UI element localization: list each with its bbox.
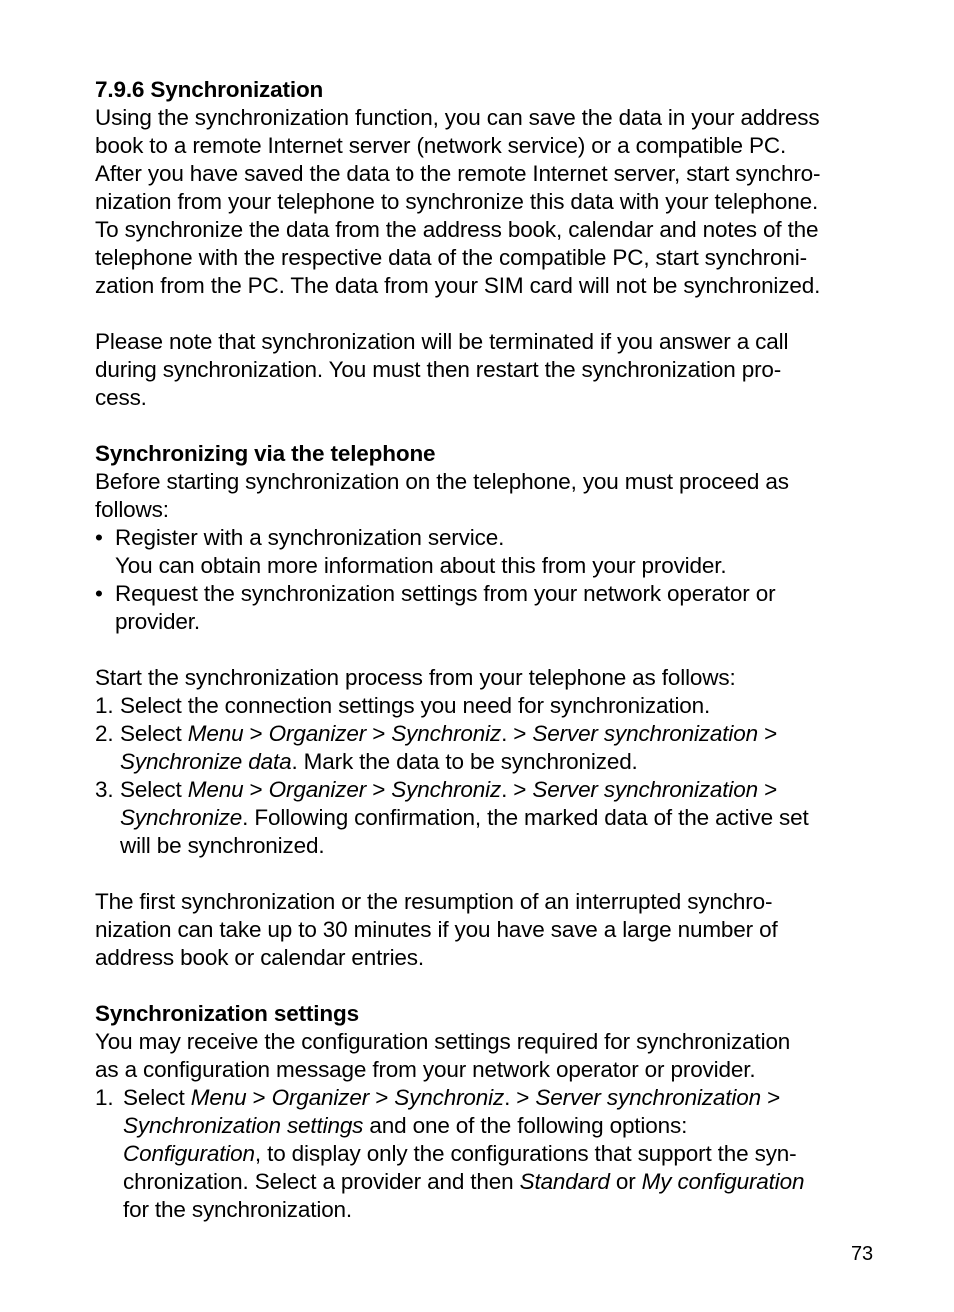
menu-path-item: Synchroniz — [391, 777, 502, 802]
step-text: Synchronization settings and one of the following options: — [123, 1113, 688, 1138]
step-text: Configuration, to display only the configurations that support the syn- — [123, 1141, 797, 1166]
numbered-step — [95, 692, 894, 720]
step-number: 2. — [95, 721, 114, 746]
menu-path-item: Menu — [187, 721, 244, 746]
section-title: 7.9.6 Synchronization — [95, 77, 324, 102]
text-line: during synchronization. You must then restart the synchronization pro- — [95, 357, 782, 382]
menu-path-item: Menu — [190, 1085, 247, 1110]
step-text: Select the connection settings you need for synchronization. — [120, 693, 711, 718]
text-line: You may receive the configuration settings required for synchronization — [95, 1029, 791, 1054]
spacer — [95, 636, 894, 664]
menu-path-item: Synchronize data — [120, 749, 292, 774]
note-paragraph — [95, 328, 894, 412]
text-line: cess. — [95, 385, 147, 410]
step-number: 3. — [95, 777, 114, 802]
intro-paragraph — [95, 104, 894, 300]
menu-path-item: Server synchronization — [535, 1085, 761, 1110]
bullet-text: Request the synchronization settings from your network operator or — [115, 581, 776, 606]
text-line: address book or calendar entries. — [95, 945, 424, 970]
menu-path-item: Synchroniz — [391, 721, 502, 746]
step-text: will be synchronized. — [120, 833, 325, 858]
bullet-item — [95, 524, 894, 580]
page-number: 73 — [851, 1243, 873, 1265]
text-line: book to a remote Internet server (network service) or a compatible PC. — [95, 133, 787, 158]
bullet-text: Register with a synchronization service. — [115, 525, 505, 550]
numbered-step — [95, 1084, 894, 1224]
text-line: nization can take up to 30 minutes if you have save a large number of — [95, 917, 778, 942]
menu-path-item: Organizer — [271, 1085, 370, 1110]
text-line: Start the synchronization process from your telephone as follows: — [95, 665, 736, 690]
text-line: follows: — [95, 497, 169, 522]
option-name: Standard — [519, 1169, 610, 1194]
step-number: 1. — [95, 1085, 114, 1110]
text-line: After you have saved the data to the remote Internet server, start synchro- — [95, 161, 821, 186]
text-line: zation from the PC. The data from your SIM card will not be synchronized. — [95, 273, 821, 298]
menu-path-item: Server synchronization — [532, 721, 758, 746]
bullet-item — [95, 580, 894, 636]
step-text: Synchronize data. Mark the data to be synchronized. — [120, 749, 638, 774]
menu-path-item: Synchroniz — [394, 1085, 505, 1110]
spacer — [95, 412, 894, 440]
text-line: The first synchronization or the resumption of an interrupted synchro- — [95, 889, 773, 914]
menu-path-item: Menu — [187, 777, 244, 802]
step-text: chronization. Select a provider and then Standard or My configuration — [123, 1169, 805, 1194]
step-text: Select Menu > Organizer > Synchroniz. > Server synchronization > — [120, 777, 778, 802]
spacer — [95, 860, 894, 888]
duration-paragraph — [95, 888, 894, 972]
text-line: telephone with the respective data of the compatible PC, start synchroni- — [95, 245, 807, 270]
step-text: Select Menu > Organizer > Synchroniz. > Server synchronization > — [123, 1085, 781, 1110]
text-line: as a configuration message from your network operator or provider. — [95, 1057, 756, 1082]
step-text: Select Menu > Organizer > Synchroniz. > Server synchronization > — [120, 721, 778, 746]
bullet-marker: • — [95, 581, 103, 606]
menu-path-item: Organizer — [268, 777, 367, 802]
numbered-step — [95, 776, 894, 860]
text-line: To synchronize the data from the address book, calendar and notes of the — [95, 217, 819, 242]
step-text: for the synchronization. — [123, 1197, 353, 1222]
spacer — [95, 972, 894, 1000]
option-name: My configuration — [641, 1169, 805, 1194]
option-name: Configuration — [123, 1141, 255, 1166]
text-line: Before starting synchronization on the telephone, you must proceed as — [95, 469, 789, 494]
text-line: nization from your telephone to synchronize this data with your telephone. — [95, 189, 819, 214]
menu-path-item: Organizer — [268, 721, 367, 746]
text-line: Please note that synchronization will be terminated if you answer a call — [95, 329, 789, 354]
step-number: 1. — [95, 693, 114, 718]
menu-path-item: Synchronization settings — [123, 1113, 364, 1138]
subheading-via-telephone: Synchronizing via the telephone — [95, 441, 436, 466]
bullet-marker: • — [95, 525, 103, 550]
subheading-settings: Synchronization settings — [95, 1001, 359, 1026]
text-line: Using the synchronization function, you can save the data in your address — [95, 105, 820, 130]
bullet-text: You can obtain more information about this from your provider. — [115, 553, 727, 578]
step-text: Synchronize. Following confirmation, the marked data of the active set — [120, 805, 809, 830]
menu-path-item: Synchronize — [120, 805, 243, 830]
bullet-text: provider. — [115, 609, 200, 634]
spacer — [95, 300, 894, 328]
numbered-step — [95, 720, 894, 776]
menu-path-item: Server synchronization — [532, 777, 758, 802]
